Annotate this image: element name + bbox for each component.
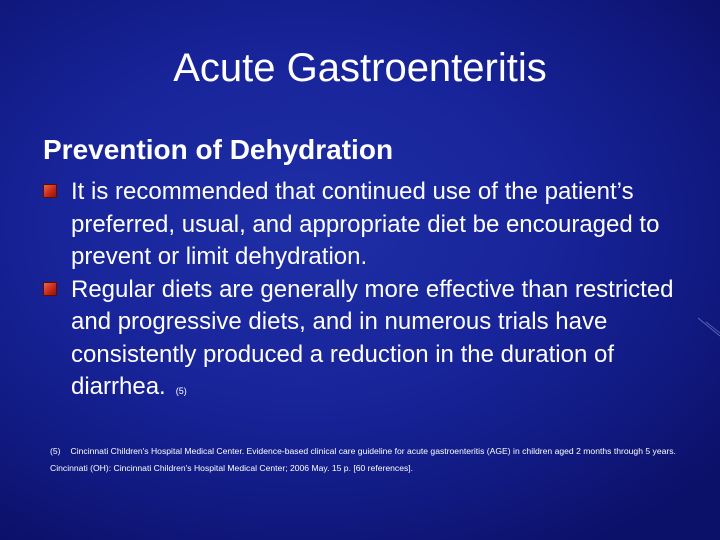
bullet-text: It is recommended that continued use of the patient’s preferred, usual, and appropriate diet be encouraged to prevent or limit dehydration. bbox=[71, 178, 660, 270]
footnote-text: Cincinnati Children's Hospital Medical Center. Evidence-based clinical care guideline for acute gastroenteritis (AGE) in children aged 2 months through 5 years. Cincinnati (OH): Cincinnati Children's Hospital Medical Center; 2006 May. 15 p. [60 references]. bbox=[50, 446, 676, 473]
footnote-ref: (5) bbox=[50, 446, 61, 456]
bullet-list bbox=[43, 176, 683, 404]
footnote bbox=[50, 443, 690, 477]
bullet-item bbox=[43, 274, 683, 404]
square-bullet-icon bbox=[43, 184, 57, 198]
slide-title: Acute Gastroenteritis bbox=[173, 46, 547, 90]
square-bullet-icon bbox=[43, 282, 57, 296]
citation-marker: (5) bbox=[175, 386, 187, 396]
bullet-text: Regular diets are generally more effective than restricted and progressive diets, and in numerous trials have consistently produced a reduction in the duration of diarrhea. bbox=[71, 275, 674, 400]
bullet-item bbox=[43, 176, 683, 274]
slide-subtitle: Prevention of Dehydration bbox=[43, 134, 394, 165]
